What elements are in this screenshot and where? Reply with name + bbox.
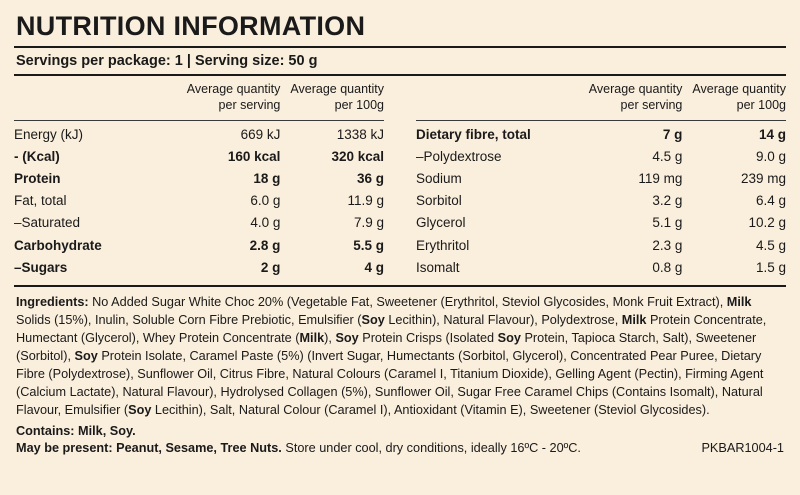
nutrient-name: Glycerol	[416, 215, 466, 231]
nutrient-per-100g: 320 kcal	[331, 148, 384, 164]
nutrient-name: Protein	[14, 170, 61, 186]
may-be-present-row	[14, 438, 786, 455]
table-row	[416, 146, 786, 168]
nutrient-per-100g: 4 g	[364, 259, 384, 275]
nutrient-per-serving: 2.8 g	[249, 237, 281, 253]
servings-line: Servings per package: 1 | Serving size: 50 g	[16, 53, 318, 70]
right-per-100g-line2: per 100g	[736, 97, 786, 112]
right-per-serving-header	[579, 78, 683, 120]
nutrient-per-100g: 11.9 g	[347, 193, 384, 209]
right-per-serving-line1: Average quantity	[588, 82, 683, 97]
nutrient-per-serving: 4.5 g	[652, 148, 683, 164]
table-row	[14, 212, 384, 234]
table-row	[14, 257, 384, 279]
nutrient-per-serving: 669 kJ	[240, 126, 281, 142]
table-row	[14, 190, 384, 212]
right-per-100g-line1: Average quantity	[692, 82, 786, 97]
left-blank-header	[14, 78, 177, 120]
nutrient-name: Erythritol	[416, 237, 470, 253]
nutrient-per-100g: 4.5 g	[755, 237, 786, 253]
nutrient-per-serving: 2 g	[260, 259, 281, 275]
left-per-serving-header	[177, 78, 281, 120]
nutrient-per-100g: 14 g	[758, 126, 786, 142]
nutrient-per-serving: 5.1 g	[652, 215, 683, 231]
table-row	[416, 168, 786, 190]
nutrient-name: Sorbitol	[416, 193, 462, 209]
table-row	[416, 212, 786, 234]
nutrient-per-serving: 3.2 g	[652, 193, 683, 209]
nutrient-per-serving: 18 g	[253, 170, 281, 186]
nutrition-tables	[14, 76, 786, 279]
may-be-present-text: May be present: Peanut, Sesame, Tree Nuts. Store under cool, dry conditions, ideally 16ºC - 20ºC.	[16, 441, 581, 456]
table-row	[416, 257, 786, 279]
batch-code: PKBAR1004-1	[701, 441, 784, 456]
nutrient-name: Sodium	[416, 170, 462, 186]
ingredients-text: Ingredients: No Added Sugar White Choc 20% (Vegetable Fat, Sweetener (Erythritol, Steviol Glycosides, Monk Fruit Extract), Milk Solids (15%), Inulin, Soluble Corn Fibre Prebiotic, Emulsifier (Soy Lecithin), Natural Flavour), Polydextrose, Milk Protein Concentrate, Humectant (Glycerol), Whey Protein Concentrate (Milk), Soy Protein Crisps (Isolated Soy Protein, Tapioca Starch, Salt), Sweetener (Sorbitol), Soy Protein Isolate, Caramel Paste (5%) (Invert Sugar, Humectants (Sorbitol, Glycerol), Concentrated Pear Puree, Dietary Fibre (Polydextrose), Sunflower Oil, Citrus Fibre, Natural Colours (Caramel I, Titanium Dioxide), Gelling Agent (Pectin), Firming Agent (Calcium Lactate), Natural Flavour), Hydrolysed Collagen (5%), Sunflower Oil, Sugar Free Caramel Chips (Contains Isomalt), Natural Flavour, Emulsifier (Soy Lecithin), Salt, Natural Colour (Caramel I), Antioxidant (Vitamin E), Sweetener (Steviol Glycosides).	[16, 294, 767, 418]
nutrient-name: Dietary fibre, total	[416, 126, 531, 142]
contains-allergens: Contains: Milk, Soy.	[16, 424, 136, 439]
nutrition-table-left	[14, 78, 400, 279]
nutrient-per-100g: 10.2 g	[748, 215, 786, 231]
left-per-serving-line1: Average quantity	[186, 82, 281, 97]
nutrient-name: –Sugars	[14, 259, 68, 275]
nutrient-per-serving: 2.3 g	[652, 237, 683, 253]
nutrient-name: –Polydextrose	[416, 148, 502, 164]
right-per-100g-header	[682, 78, 786, 120]
nutrient-per-100g: 9.0 g	[755, 148, 786, 164]
table-row	[14, 146, 384, 168]
table-row	[14, 235, 384, 257]
nutrient-per-100g: 6.4 g	[755, 193, 786, 209]
table-row	[416, 190, 786, 212]
right-per-serving-line2: per serving	[620, 97, 683, 112]
nutrient-per-100g: 239 mg	[740, 170, 786, 186]
nutrient-per-100g: 1338 kJ	[336, 126, 384, 142]
nutrient-per-serving: 119 mg	[638, 170, 683, 186]
right-blank-header	[416, 78, 579, 120]
nutrient-name: –Saturated	[14, 215, 81, 231]
nutrient-per-100g: 5.5 g	[353, 237, 384, 253]
nutrient-per-100g: 7.9 g	[353, 215, 384, 231]
bottom-spacer	[14, 455, 786, 489]
table-row	[14, 120, 384, 146]
nutrient-per-serving: 6.0 g	[250, 193, 281, 209]
nutrient-per-serving: 0.8 g	[652, 259, 683, 275]
left-per-serving-line2: per serving	[218, 97, 281, 112]
nutrient-name: Energy (kJ)	[14, 126, 84, 142]
nutrient-name: - (Kcal)	[14, 148, 60, 164]
table-row	[14, 168, 384, 190]
table-row	[416, 235, 786, 257]
page-title: NUTRITION INFORMATION	[16, 11, 366, 41]
nutrition-table-right	[400, 78, 786, 279]
nutrient-per-100g: 36 g	[356, 170, 384, 186]
table-row	[416, 120, 786, 146]
nutrient-per-serving: 7 g	[662, 126, 683, 142]
nutrient-per-serving: 4.0 g	[250, 215, 281, 231]
nutrient-per-100g: 1.5 g	[755, 259, 786, 275]
nutrient-name: Isomalt	[416, 259, 460, 275]
left-per-100g-line1: Average quantity	[290, 82, 384, 97]
nutrient-name: Fat, total	[14, 193, 67, 209]
left-per-100g-header	[280, 78, 384, 120]
nutrient-name: Carbohydrate	[14, 237, 102, 253]
left-per-100g-line2: per 100g	[334, 97, 384, 112]
nutrient-per-serving: 160 kcal	[227, 148, 281, 164]
